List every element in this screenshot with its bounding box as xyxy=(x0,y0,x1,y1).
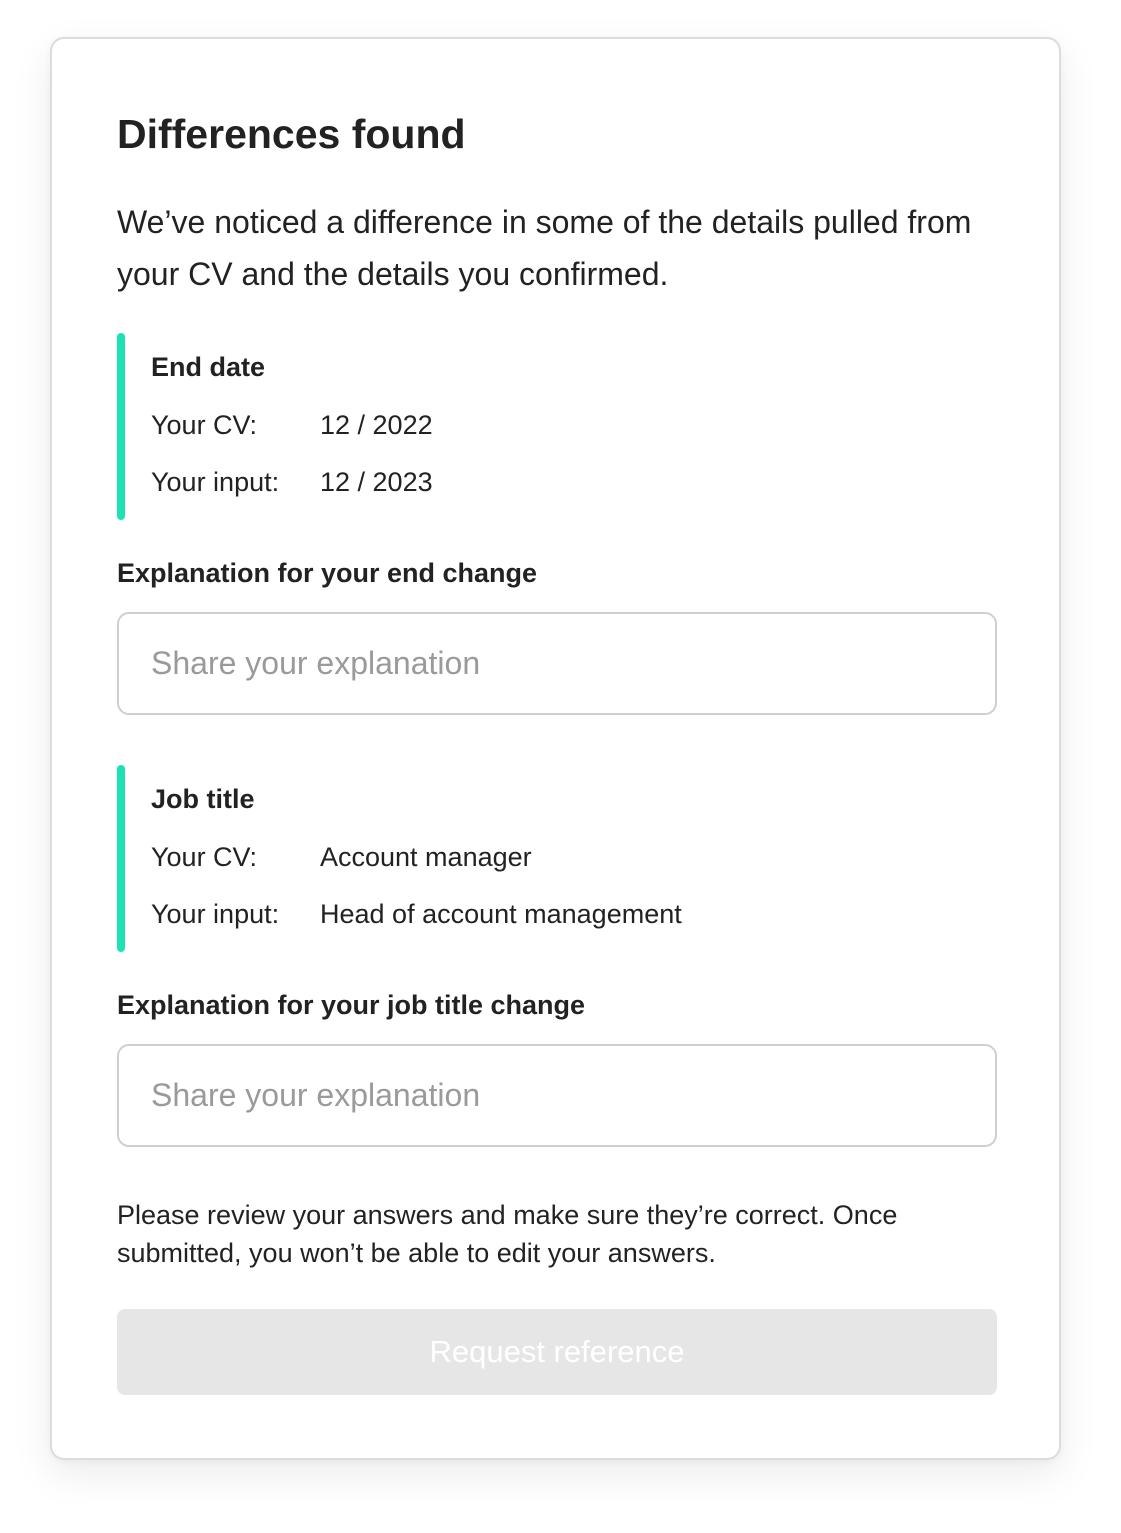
difference-accent-bar xyxy=(117,333,125,520)
cv-label: Your CV: xyxy=(151,842,258,872)
job-title-explanation-label: Explanation for your job title change xyxy=(117,990,586,1020)
input-value: Head of account management xyxy=(320,899,682,929)
difference-end-date xyxy=(117,333,997,520)
input-label: Your input: xyxy=(151,467,280,497)
dialog-title: Differences found xyxy=(117,111,466,157)
input-value: 12 / 2023 xyxy=(320,467,433,497)
difference-cv-row xyxy=(151,405,433,445)
difference-cv-row xyxy=(151,837,532,877)
end-explanation-input[interactable] xyxy=(117,612,997,715)
dialog-intro-text: We’ve noticed a difference in some of the details pulled from your CV and the details you confirmed. xyxy=(117,204,972,292)
difference-input-row xyxy=(151,462,433,502)
end-explanation-label: Explanation for your end change xyxy=(117,558,538,588)
input-label: Your input: xyxy=(151,899,280,929)
review-note: Please review your answers and make sure they’re correct. Once submitted, you won’t be able to edit your answers. xyxy=(117,1200,898,1268)
difference-title: Job title xyxy=(151,784,255,814)
difference-accent-bar xyxy=(117,765,125,952)
difference-input-row xyxy=(151,894,682,934)
cv-label: Your CV: xyxy=(151,410,258,440)
job-title-explanation-input[interactable] xyxy=(117,1044,997,1147)
cv-value: 12 / 2022 xyxy=(320,410,433,440)
request-reference-button[interactable]: Request reference xyxy=(117,1309,997,1395)
cv-value: Account manager xyxy=(320,842,532,872)
difference-title: End date xyxy=(151,352,266,382)
difference-job-title xyxy=(117,765,997,952)
